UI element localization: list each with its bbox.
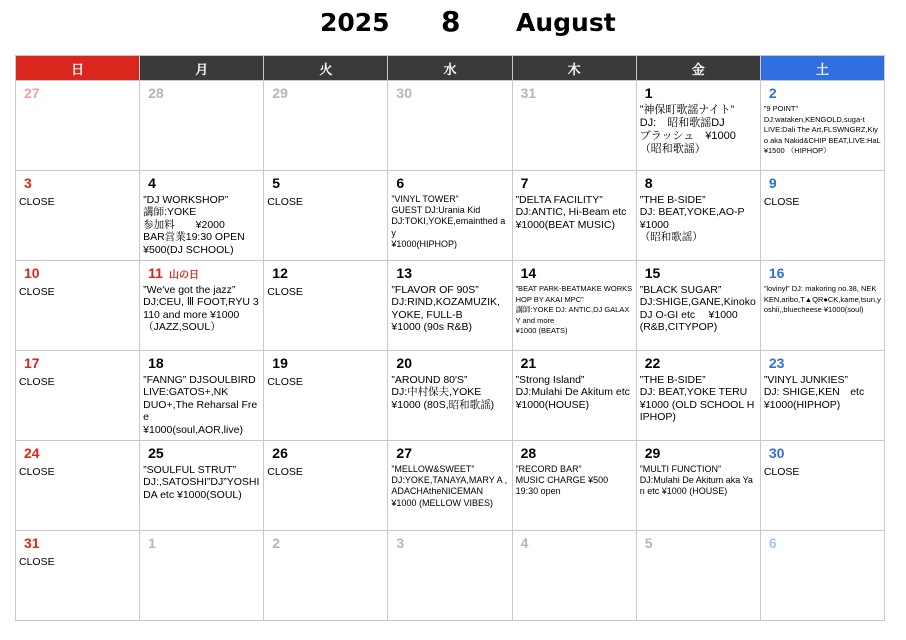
day-number-text: 3: [24, 175, 32, 191]
day-number-text: 12: [272, 265, 288, 281]
day-cell[interactable]: [140, 531, 264, 621]
weekday-header-friday: 金: [636, 56, 760, 81]
day-cell[interactable]: [388, 351, 512, 441]
day-cell[interactable]: [388, 261, 512, 351]
event-details: ”9 POINT” DJ:wataken,KENGOLD,suga-t LIVE:Dali The Art,FLSWNGRZ,Kiyo aka Nakid&CHIP BEAT,LIVE:HaL ¥1500 （HIPHOP）: [763, 104, 881, 156]
day-number-text: 5: [272, 175, 281, 191]
day-cell[interactable]: [388, 531, 512, 621]
day-number-text: 10: [24, 265, 40, 281]
day-number-text: 1: [148, 535, 156, 551]
day-number: [521, 355, 636, 372]
day-number-text: 24: [24, 445, 40, 461]
day-number: [396, 85, 511, 102]
day-number-text: 27: [396, 445, 412, 461]
close-label: CLOSE: [267, 286, 303, 298]
day-cell[interactable]: [140, 171, 264, 261]
day-number-text: 13: [396, 265, 412, 281]
week-row: [16, 351, 885, 441]
day-number: [148, 535, 263, 552]
weekday-header-monday: 月: [140, 56, 264, 81]
day-cell[interactable]: [140, 351, 264, 441]
day-cell[interactable]: [636, 531, 760, 621]
day-cell[interactable]: [760, 441, 884, 531]
day-number-text: 6: [396, 175, 405, 191]
event-details: ”lovinyl” DJ: makoring no.38, NEKKEN,aribo,T▲QR●CK,kame,tsun,yoshii,,bluecheese ¥1000(soul): [763, 284, 881, 315]
day-cell[interactable]: [264, 531, 388, 621]
day-number: [521, 445, 636, 462]
day-number-text: 30: [768, 445, 785, 461]
event-details: ”AROUND 80'S” DJ:中村保夫,YOKE ¥1000 (80S,昭和歌謡): [391, 374, 495, 411]
weekday-header-wednesday: 水: [388, 56, 512, 81]
month-calendar: [15, 55, 885, 621]
day-number: [396, 535, 511, 552]
day-number: [148, 265, 263, 282]
event-details: ”BEAT PARK-BEATMAKE WORKSHOP BY AKAI MPC” 講師:YOKE DJ: ANTIC,DJ GALAXY and more ¥1000 (BEATS): [515, 284, 633, 336]
day-cell[interactable]: [16, 441, 140, 531]
day-cell[interactable]: [636, 441, 760, 531]
close-label: CLOSE: [763, 196, 800, 208]
day-number: [769, 85, 884, 102]
day-cell[interactable]: [512, 261, 636, 351]
event-details: ”RECORD BAR” MUSIC CHARGE ¥500 19:30 open: [515, 464, 609, 497]
day-number: [272, 355, 387, 372]
day-number-text: 2: [768, 85, 777, 101]
title-month-number: 8: [441, 5, 461, 38]
day-cell[interactable]: [140, 81, 264, 171]
close-label: CLOSE: [19, 466, 55, 478]
day-cell[interactable]: [512, 351, 636, 441]
day-number-text: 17: [24, 355, 40, 371]
day-number: [272, 265, 387, 282]
title-month-name: August: [516, 8, 616, 37]
day-number-text: 29: [272, 85, 288, 101]
day-number-text: 25: [148, 445, 164, 461]
day-number: [24, 445, 139, 462]
day-number-text: 21: [520, 355, 537, 371]
week-row: [16, 261, 885, 351]
day-number-text: 27: [24, 85, 40, 101]
day-number-text: 14: [520, 265, 537, 281]
day-number-text: 16: [768, 265, 785, 281]
day-cell[interactable]: [16, 81, 140, 171]
day-number: [148, 355, 263, 372]
day-number-text: 6: [768, 535, 777, 551]
day-cell[interactable]: [16, 351, 140, 441]
day-number-text: 3: [396, 535, 405, 551]
day-number-text: 1: [644, 85, 653, 101]
day-number: [645, 445, 760, 462]
day-cell[interactable]: [760, 261, 884, 351]
week-row: [16, 81, 885, 171]
day-number: [521, 85, 636, 102]
day-number-text: 31: [520, 85, 537, 101]
day-cell[interactable]: [636, 261, 760, 351]
day-number: [769, 535, 884, 552]
close-label: CLOSE: [19, 196, 55, 208]
day-cell[interactable]: [264, 81, 388, 171]
day-cell[interactable]: [760, 351, 884, 441]
day-cell[interactable]: [512, 81, 636, 171]
day-number: [396, 175, 511, 192]
event-details: ”FLAVOR OF 90S” DJ:RIND,KOZAMUZIK, YOKE, FULL-B ¥1000 (90s R&B): [391, 284, 500, 334]
day-cell[interactable]: [760, 531, 884, 621]
day-number: [24, 265, 139, 282]
day-number-text: 18: [148, 355, 164, 371]
holiday-label: 山の日: [168, 270, 199, 281]
close-label: CLOSE: [19, 376, 55, 388]
day-cell[interactable]: [16, 261, 140, 351]
day-number-text: 31: [24, 535, 40, 551]
event-details: ”VINYL TOWER” GUEST DJ:Urania Kid DJ:TOKI,YOKE,emainthed ay ¥1000(HIPHOP): [391, 194, 506, 249]
day-number: [24, 85, 139, 102]
event-details: ”MULTI FUNCTION” DJ:Mulahi De Akitum aka Yan etc ¥1000 (HOUSE): [639, 464, 753, 497]
day-number: [148, 85, 263, 102]
day-number-text: 4: [148, 175, 156, 191]
week-row: [16, 531, 885, 621]
day-number: [645, 175, 760, 192]
day-cell[interactable]: [636, 351, 760, 441]
day-cell[interactable]: [636, 171, 760, 261]
day-number-text: 23: [768, 355, 785, 371]
close-label: CLOSE: [19, 286, 55, 298]
day-number: [769, 265, 884, 282]
close-label: CLOSE: [267, 196, 303, 208]
weekday-header-sunday: 日: [16, 56, 140, 81]
day-number: [396, 265, 511, 282]
weekday-header-thursday: 木: [512, 56, 636, 81]
day-cell[interactable]: [636, 81, 760, 171]
day-number: [645, 355, 760, 372]
weekday-header-row: [16, 56, 885, 81]
day-number-text: 19: [272, 355, 288, 371]
day-cell[interactable]: [264, 261, 388, 351]
close-label: CLOSE: [763, 466, 800, 478]
calendar-body: [16, 81, 885, 621]
day-number: [24, 355, 139, 372]
day-number: [396, 355, 511, 372]
day-cell[interactable]: [760, 81, 884, 171]
day-cell[interactable]: [16, 171, 140, 261]
event-details: ”VINYL JUNKIES” DJ: SHIGE,KEN etc ¥1000(HIPHOP): [763, 374, 865, 411]
close-label: CLOSE: [19, 556, 55, 568]
day-number-text: 9: [768, 175, 777, 191]
weekday-header-tuesday: 火: [264, 56, 388, 81]
day-number: [272, 535, 387, 552]
day-number: [148, 175, 263, 192]
day-number-text: 4: [520, 535, 529, 551]
day-cell[interactable]: [512, 171, 636, 261]
week-row: [16, 171, 885, 261]
event-details: ”THE B-SIDE” DJ: BEAT,YOKE,AO-P ¥1000 （昭和歌謡）: [639, 194, 745, 244]
event-details: ”BLACK SUGAR” DJ:SHIGE,GANE,Kinoko DJ O-GI etc ¥1000 (R&B,CITYPOP): [639, 284, 756, 334]
day-number: [645, 265, 760, 282]
day-number-text: 7: [520, 175, 529, 191]
event-details: ”FANNG” DJSOULBIRD LIVE:GATOS+,NK DUO+,The Reharsal Free ¥1000(soul,AOR,live): [143, 374, 258, 436]
day-cell[interactable]: [388, 171, 512, 261]
event-details: ”SOULFUL STRUT” DJ:,SATOSHI”DJ”YOSHIDA etc ¥1000(SOUL): [143, 464, 260, 501]
day-number-text: 2: [272, 535, 281, 551]
title-year: 2025: [320, 8, 390, 37]
day-number-text: 30: [396, 85, 412, 101]
day-cell[interactable]: [264, 351, 388, 441]
week-row: [16, 441, 885, 531]
day-number: [645, 85, 760, 102]
day-cell[interactable]: [140, 261, 264, 351]
day-number-text: 11: [148, 265, 163, 281]
day-number: [272, 85, 387, 102]
event-details: ”Strong Island” DJ:Mulahi De Akitum etc ¥1000(HOUSE): [515, 374, 630, 411]
day-cell[interactable]: [140, 441, 264, 531]
day-number-text: 5: [644, 535, 653, 551]
day-number-text: 15: [644, 265, 661, 281]
day-number: [521, 175, 636, 192]
day-cell[interactable]: [16, 531, 140, 621]
day-number-text: 26: [272, 445, 288, 461]
day-number: [769, 175, 884, 192]
day-cell[interactable]: [512, 441, 636, 531]
day-number-text: 28: [520, 445, 537, 461]
day-number-text: 20: [396, 355, 412, 371]
day-number: [521, 265, 636, 282]
close-label: CLOSE: [267, 466, 303, 478]
day-cell[interactable]: [388, 441, 512, 531]
day-number: [769, 355, 884, 372]
day-cell[interactable]: [760, 171, 884, 261]
day-cell[interactable]: [388, 81, 512, 171]
event-details: ”DJ WORKSHOP” 講師:YOKE 参加料 ¥2000 BAR営業19:30 OPEN ¥500(DJ SCHOOL): [143, 194, 245, 256]
day-number: [24, 175, 139, 192]
calendar-title: [0, 0, 906, 52]
day-number: [272, 445, 387, 462]
day-number-text: 8: [644, 175, 653, 191]
day-number: [396, 445, 511, 462]
event-details: ”DELTA FACILITY” DJ:ANTIC, Hi-Beam etc ¥1000(BEAT MUSIC): [515, 194, 627, 231]
day-cell[interactable]: [264, 441, 388, 531]
event-details: ”神保町歌謡ナイト” DJ: 昭和歌謡DJ ブラッシュ ¥1000 （昭和歌謡）: [639, 104, 736, 155]
day-number: [521, 535, 636, 552]
day-cell[interactable]: [512, 531, 636, 621]
day-number: [148, 445, 263, 462]
weekday-header-saturday: 土: [760, 56, 884, 81]
event-details: ”THE B-SIDE” DJ: BEAT,YOKE TERU ¥1000 (OLD SCHOOL HIPHOP): [639, 374, 755, 424]
day-cell[interactable]: [264, 171, 388, 261]
day-number: [769, 445, 884, 462]
day-number-text: 22: [644, 355, 661, 371]
event-details: ”MELLOW&SWEET” DJ:YOKE,TANAYA,MARY A ,ADACHAtheNICEMAN ¥1000 (MELLOW VIBES): [391, 464, 508, 508]
event-details: ”We've got the jazz” DJ:CEU, Ⅲ FOOT,RYU 3110 and more ¥1000 （JAZZ,SOUL）: [143, 284, 259, 334]
day-number: [645, 535, 760, 552]
day-number-text: 29: [644, 445, 661, 461]
day-number-text: 28: [148, 85, 164, 101]
close-label: CLOSE: [267, 376, 303, 388]
day-number: [24, 535, 139, 552]
day-number: [272, 175, 387, 192]
